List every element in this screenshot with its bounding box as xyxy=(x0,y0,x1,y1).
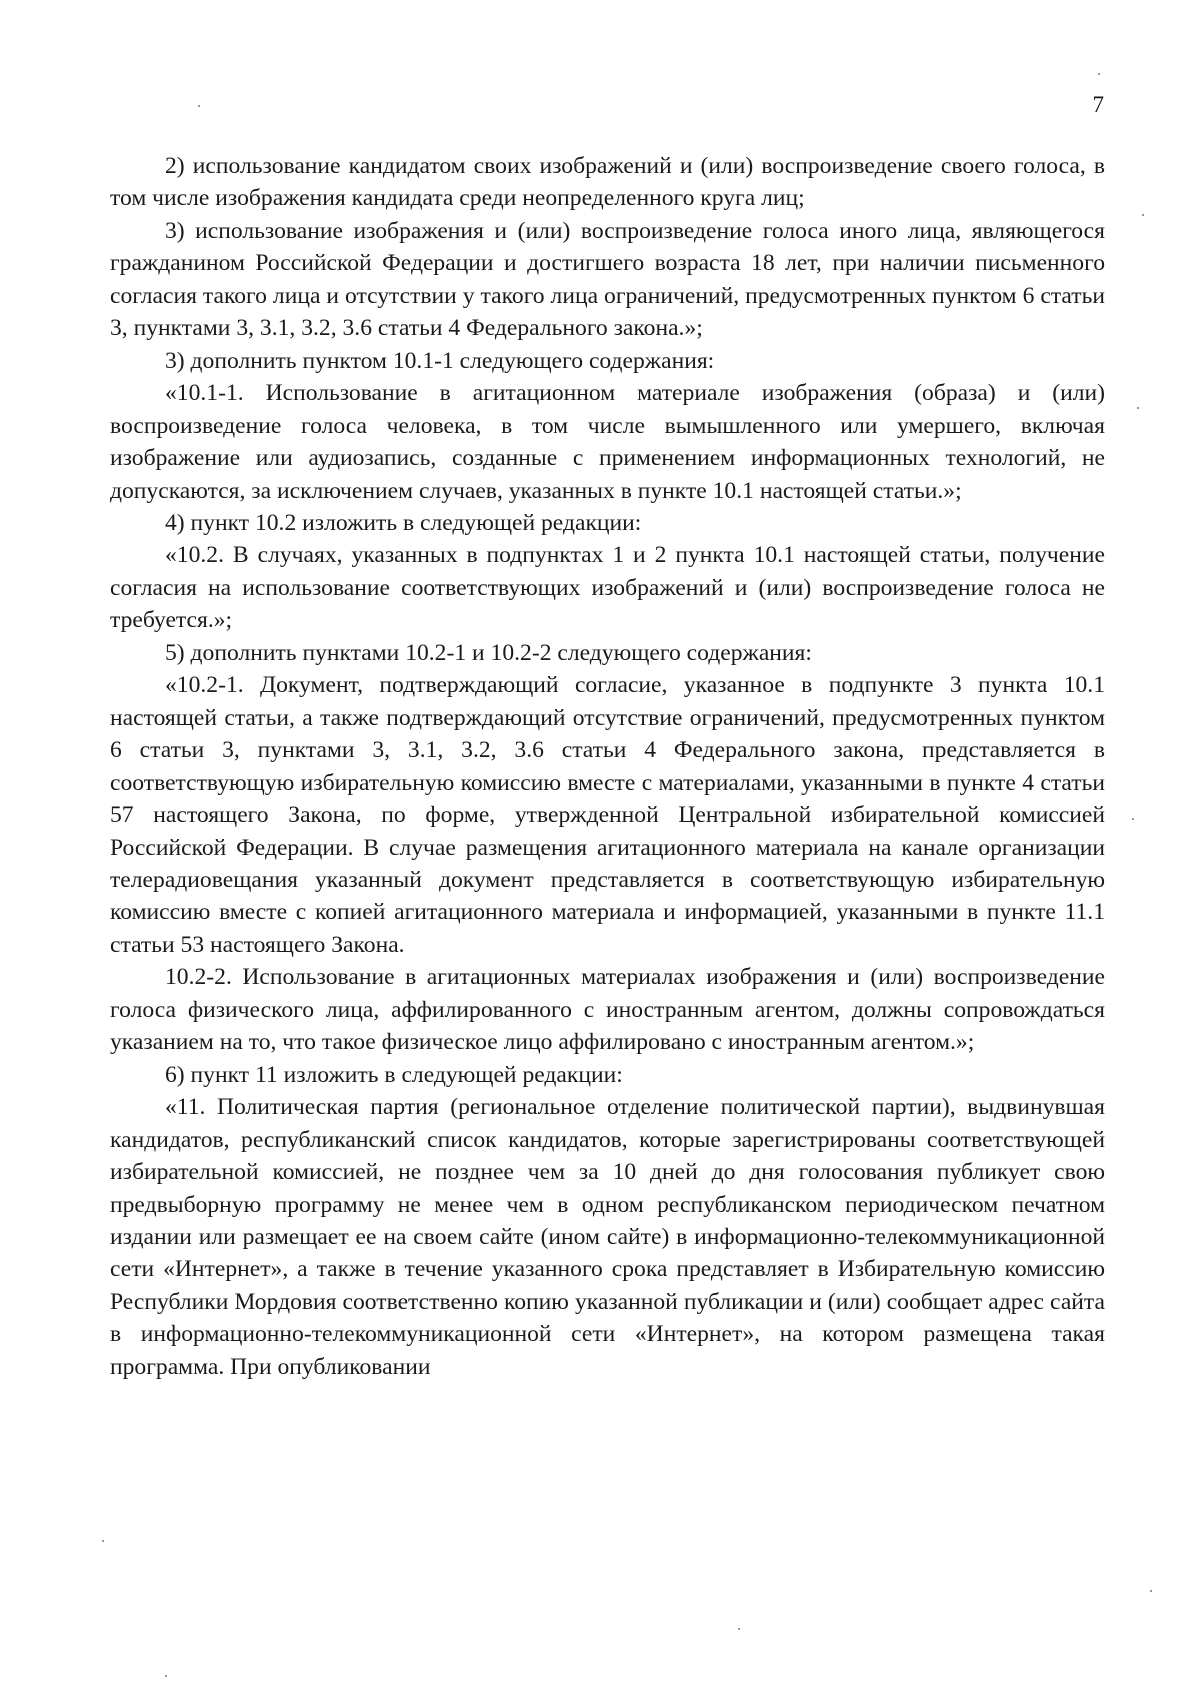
paragraph-subpoint-3: 3) использование изображения и (или) воспроизведение голоса иного лица, являющегося гражданином Российской Федерации и достигшего возраста 18 лет, при наличии письменного согласия такого лица и отсутствии у такого лица ограничений, предусмотренных пунктом 6 статьи 3, пунктами 3, 3.1, 3.2, 3.6 статьи 4 Федерального закона.»; xyxy=(110,217,1105,342)
paragraph-amend-4: 4) пункт 10.2 изложить в следующей редакции: xyxy=(165,509,642,536)
scan-speck xyxy=(1137,407,1139,409)
paragraph-clause-10-2-1: «10.2-1. Документ, подтверждающий согласие, указанное в подпункте 3 пункта 10.1 настоящей статьи, а также подтверждающий отсутствие ограничений, предусмотренных пунктом 6 статьи 3, пунктами 3, 3.1, 3.2, 3.6 статьи 4 Федерального закона, представляется в соответствующую избирательную комиссию вместе с материалами, указанными в пункте 4 статьи 57 настоящего Закона, по форме, утвержденной Центральной избирательной комиссией Российской Федерации. В случае размещения агитационного материала на канале организации телерадиовещания указанный документ представляется в соответствующую избирательную комиссию вместе с копией агитационного материала и информацией, указанными в пункте 11.1 статьи 53 настоящего Закона. xyxy=(110,672,1105,958)
scan-speck xyxy=(1150,1590,1152,1592)
paragraph-amend-5: 5) дополнить пунктами 10.2-1 и 10.2-2 следующего содержания: xyxy=(165,639,812,666)
page-number: 7 xyxy=(1092,92,1104,117)
scan-speck xyxy=(738,1628,740,1630)
scan-speck xyxy=(1142,214,1144,216)
paragraph-clause-10-2-2: 10.2-2. Использование в агитационных материалах изображения и (или) воспроизведение голоса физического лица, аффилированного с иностранным агентом, должны сопровождаться указанием на то, что такое физическое лицо аффилировано с иностранным агентом.»; xyxy=(110,964,1105,1056)
paragraph-amend-3: 3) дополнить пунктом 10.1-1 следующего содержания: xyxy=(165,347,715,374)
paragraph-subpoint-2: 2) использование кандидатом своих изображений и (или) воспроизведение своего голоса, в том числе изображения кандидата среди неопределенного круга лиц; xyxy=(110,153,1105,212)
paragraph-clause-10-1-1: «10.1-1. Использование в агитационном материале изображения (образа) и (или) воспроизведение голоса человека, в том числе вымышленного или умершего, включая изображение или аудиозапись, созданные с применением информационных технологий, не допускаются, за исключением случаев, указанных в пункте 10.1 настоящей статьи.»; xyxy=(110,380,1105,504)
scan-speck xyxy=(165,1675,167,1677)
document-body xyxy=(110,150,1105,1383)
paragraph-clause-10-2: «10.2. В случаях, указанных в подпунктах 1 и 2 пункта 10.1 настоящей статьи, получение согласия на использование соответствующих изображений и (или) воспроизведение голоса не требуется.»; xyxy=(110,542,1105,634)
scan-speck xyxy=(198,105,200,107)
scan-speck xyxy=(102,1540,104,1542)
scan-speck xyxy=(1132,818,1134,820)
scan-speck xyxy=(1098,73,1100,75)
paragraph-clause-11: «11. Политическая партия (региональное отделение политической партии), выдвинувшая кандидатов, республиканский список кандидатов, которые зарегистрированы соответствующей избирательной комиссией, не позднее чем за 10 дней до дня голосования публикует свою предвыборную программу не менее чем в одном республиканском периодическом печатном издании или размещает ее на своем сайте (ином сайте) в информационно-телекоммуникационной сети «Интернет», а также в течение указанного срока представляет в Избирательную комиссию Республики Мордовия соответственно копию указанной публикации и (или) сообщает адрес сайта в информационно-телекоммуникационной сети «Интернет», на котором размещена такая программа. При опубликовании xyxy=(110,1094,1105,1380)
paragraph-amend-6: 6) пункт 11 изложить в следующей редакции: xyxy=(165,1061,623,1088)
